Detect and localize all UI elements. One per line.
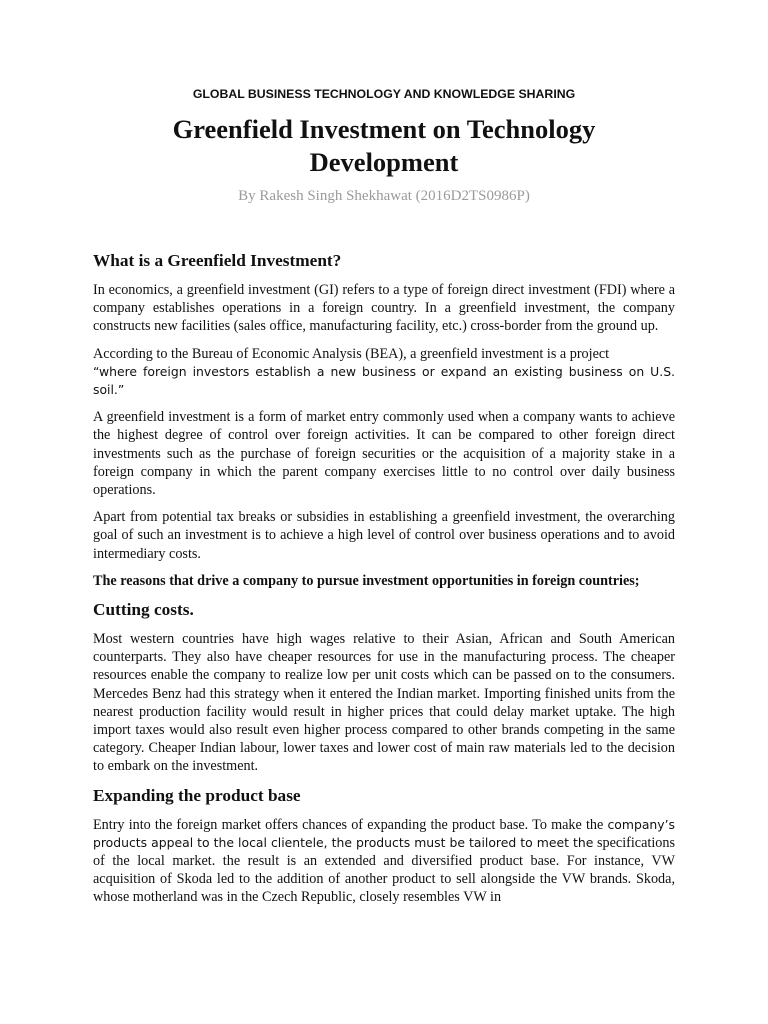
paragraph-product-base xyxy=(93,816,675,907)
document-title xyxy=(93,113,675,179)
section-heading-product-base: Expanding the product base xyxy=(93,785,301,805)
section-heading-cutting-costs: Cutting costs. xyxy=(93,600,194,620)
paragraph-bea-quote xyxy=(93,345,675,400)
paragraph-definition: In economics, a greenfield investment (GI) refers to a type of foreign direct investment (FDI) where a company establishes operations in a foreign country. In a greenfield investment, the company constructs new facilities (sales office, manufacturing facility, etc.) cross-border from the ground up. xyxy=(93,282,675,335)
paragraph-goal: Apart from potential tax breaks or subsidies in establishing a greenfield investment, the overarching goal of such an investment is to achieve a high level of control over business operations and to avoid intermediary costs. xyxy=(93,509,675,562)
running-header: GLOBAL BUSINESS TECHNOLOGY AND KNOWLEDGE SHARING xyxy=(192,87,576,101)
title-line-1: Greenfield Investment on Technology xyxy=(172,114,596,144)
bea-intro-text: According to the Bureau of Economic Analysis (BEA), a greenfield investment is a project xyxy=(93,345,610,362)
title-line-2: Development xyxy=(309,147,459,177)
author-byline: By Rakesh Singh Shekhawat (2016D2TS0986P) xyxy=(238,188,530,204)
product-base-line-2: company’s products appeal to the local clientele, the products must be tailored to meet the xyxy=(93,816,675,850)
bea-quote-text: “where foreign investors establish a new business or expand an existing business on U.S. soil.” xyxy=(93,363,675,398)
paragraph-reasons-lead: The reasons that drive a company to pursue investment opportunities in foreign countries; xyxy=(93,572,640,589)
paragraph-cutting-costs: Most western countries have high wages relative to their Asian, African and South American counterparts. They also have cheaper resources for use in the manufacturing process. The cheaper resources enable the company to realize low per unit costs which can be passed on to the consumers. Mercedes Benz had this strategy when it entered the Indian market. Importing finished units from the nearest production facility would result in higher prices that could delay market uptake. The high import taxes would also result even higher process compared to other brands competing in the same category. Cheaper Indian labour, lower taxes and lower cost of main raw materials led to the decision to embark on the investment. xyxy=(93,631,675,775)
paragraph-market-entry: A greenfield investment is a form of market entry commonly used when a company wants to achieve the highest degree of control over foreign activities. It can be compared to other foreign direct investments such as the purchase of foreign securities or the acquisition of a majority stake in a foreign company in which the parent company exercises little to no control over daily business operations. xyxy=(93,409,675,499)
document-body xyxy=(93,250,675,916)
product-base-line-3: specifications of the local market. the result is an extended and diversified product base. For instance, VW acquisition of Skoda led to the addition of another product to sell alongside the VW brands. Skoda, whose motherland was in the Czech Republic, closely resembles VW in xyxy=(93,834,675,906)
section-heading-what-is: What is a Greenfield Investment? xyxy=(93,251,342,270)
product-base-line-1: Entry into the foreign market offers chances of expanding the product base. To make the xyxy=(93,816,604,833)
